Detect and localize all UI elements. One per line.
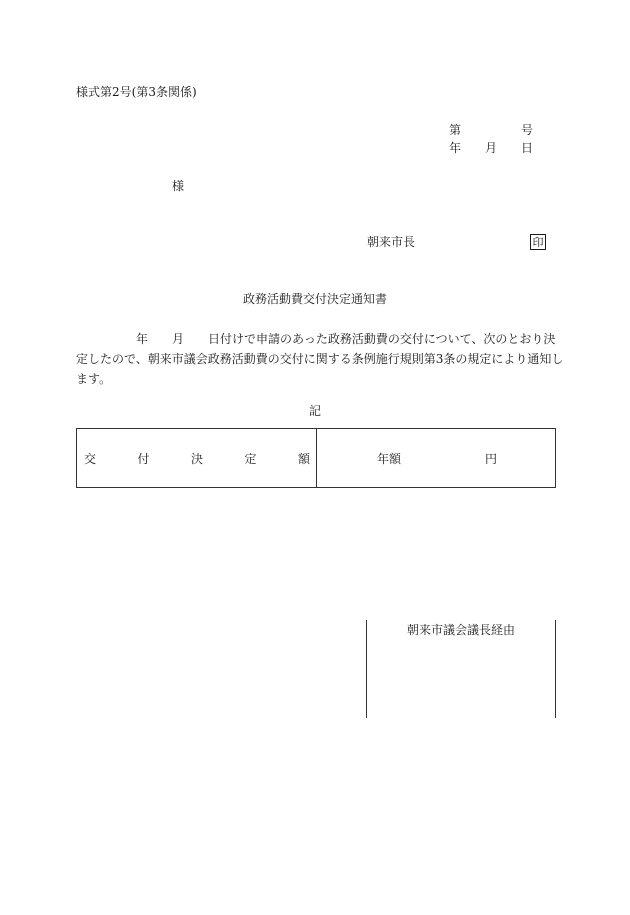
body-line-2: 定したので、朝来市議会政務活動費の交付に関する条例施行規則第3条の規定により通知し — [76, 352, 564, 366]
label-char: 付 — [137, 452, 150, 466]
label-char: 定 — [244, 452, 257, 466]
routing-box — [366, 620, 556, 718]
date-month-label: 月 — [485, 141, 498, 155]
label-char: 交 — [84, 452, 97, 466]
body-paragraph — [76, 329, 564, 389]
date-day-label: 日 — [521, 141, 534, 155]
routing-text: 朝来市議会議長経由 — [406, 623, 515, 637]
annual-amount-label: 年額 — [377, 452, 402, 466]
addressee-honorific: 様 — [172, 179, 185, 193]
form-number: 様式第2号(第3条関係) — [76, 85, 197, 99]
date-year-label: 年 — [449, 141, 462, 155]
ki-heading: 記 — [308, 404, 321, 418]
label-char: 決 — [190, 452, 203, 466]
number-prefix: 第 — [449, 123, 462, 137]
grant-amount-table — [76, 428, 556, 488]
label-char: 額 — [297, 452, 310, 466]
grant-amount-label — [84, 453, 310, 465]
table-cell-divider — [316, 429, 317, 487]
document-title: 政務活動費交付決定通知書 — [242, 292, 387, 306]
currency-unit: 円 — [485, 452, 498, 466]
issuer-title: 朝来市長 — [367, 235, 416, 249]
body-line-1: 年 月 日付けで申請のあった政務活動費の交付について、次のとおり決 — [76, 332, 556, 346]
number-suffix: 号 — [521, 123, 534, 137]
seal-mark: 印 — [530, 234, 546, 250]
body-line-3: ます。 — [76, 372, 112, 386]
